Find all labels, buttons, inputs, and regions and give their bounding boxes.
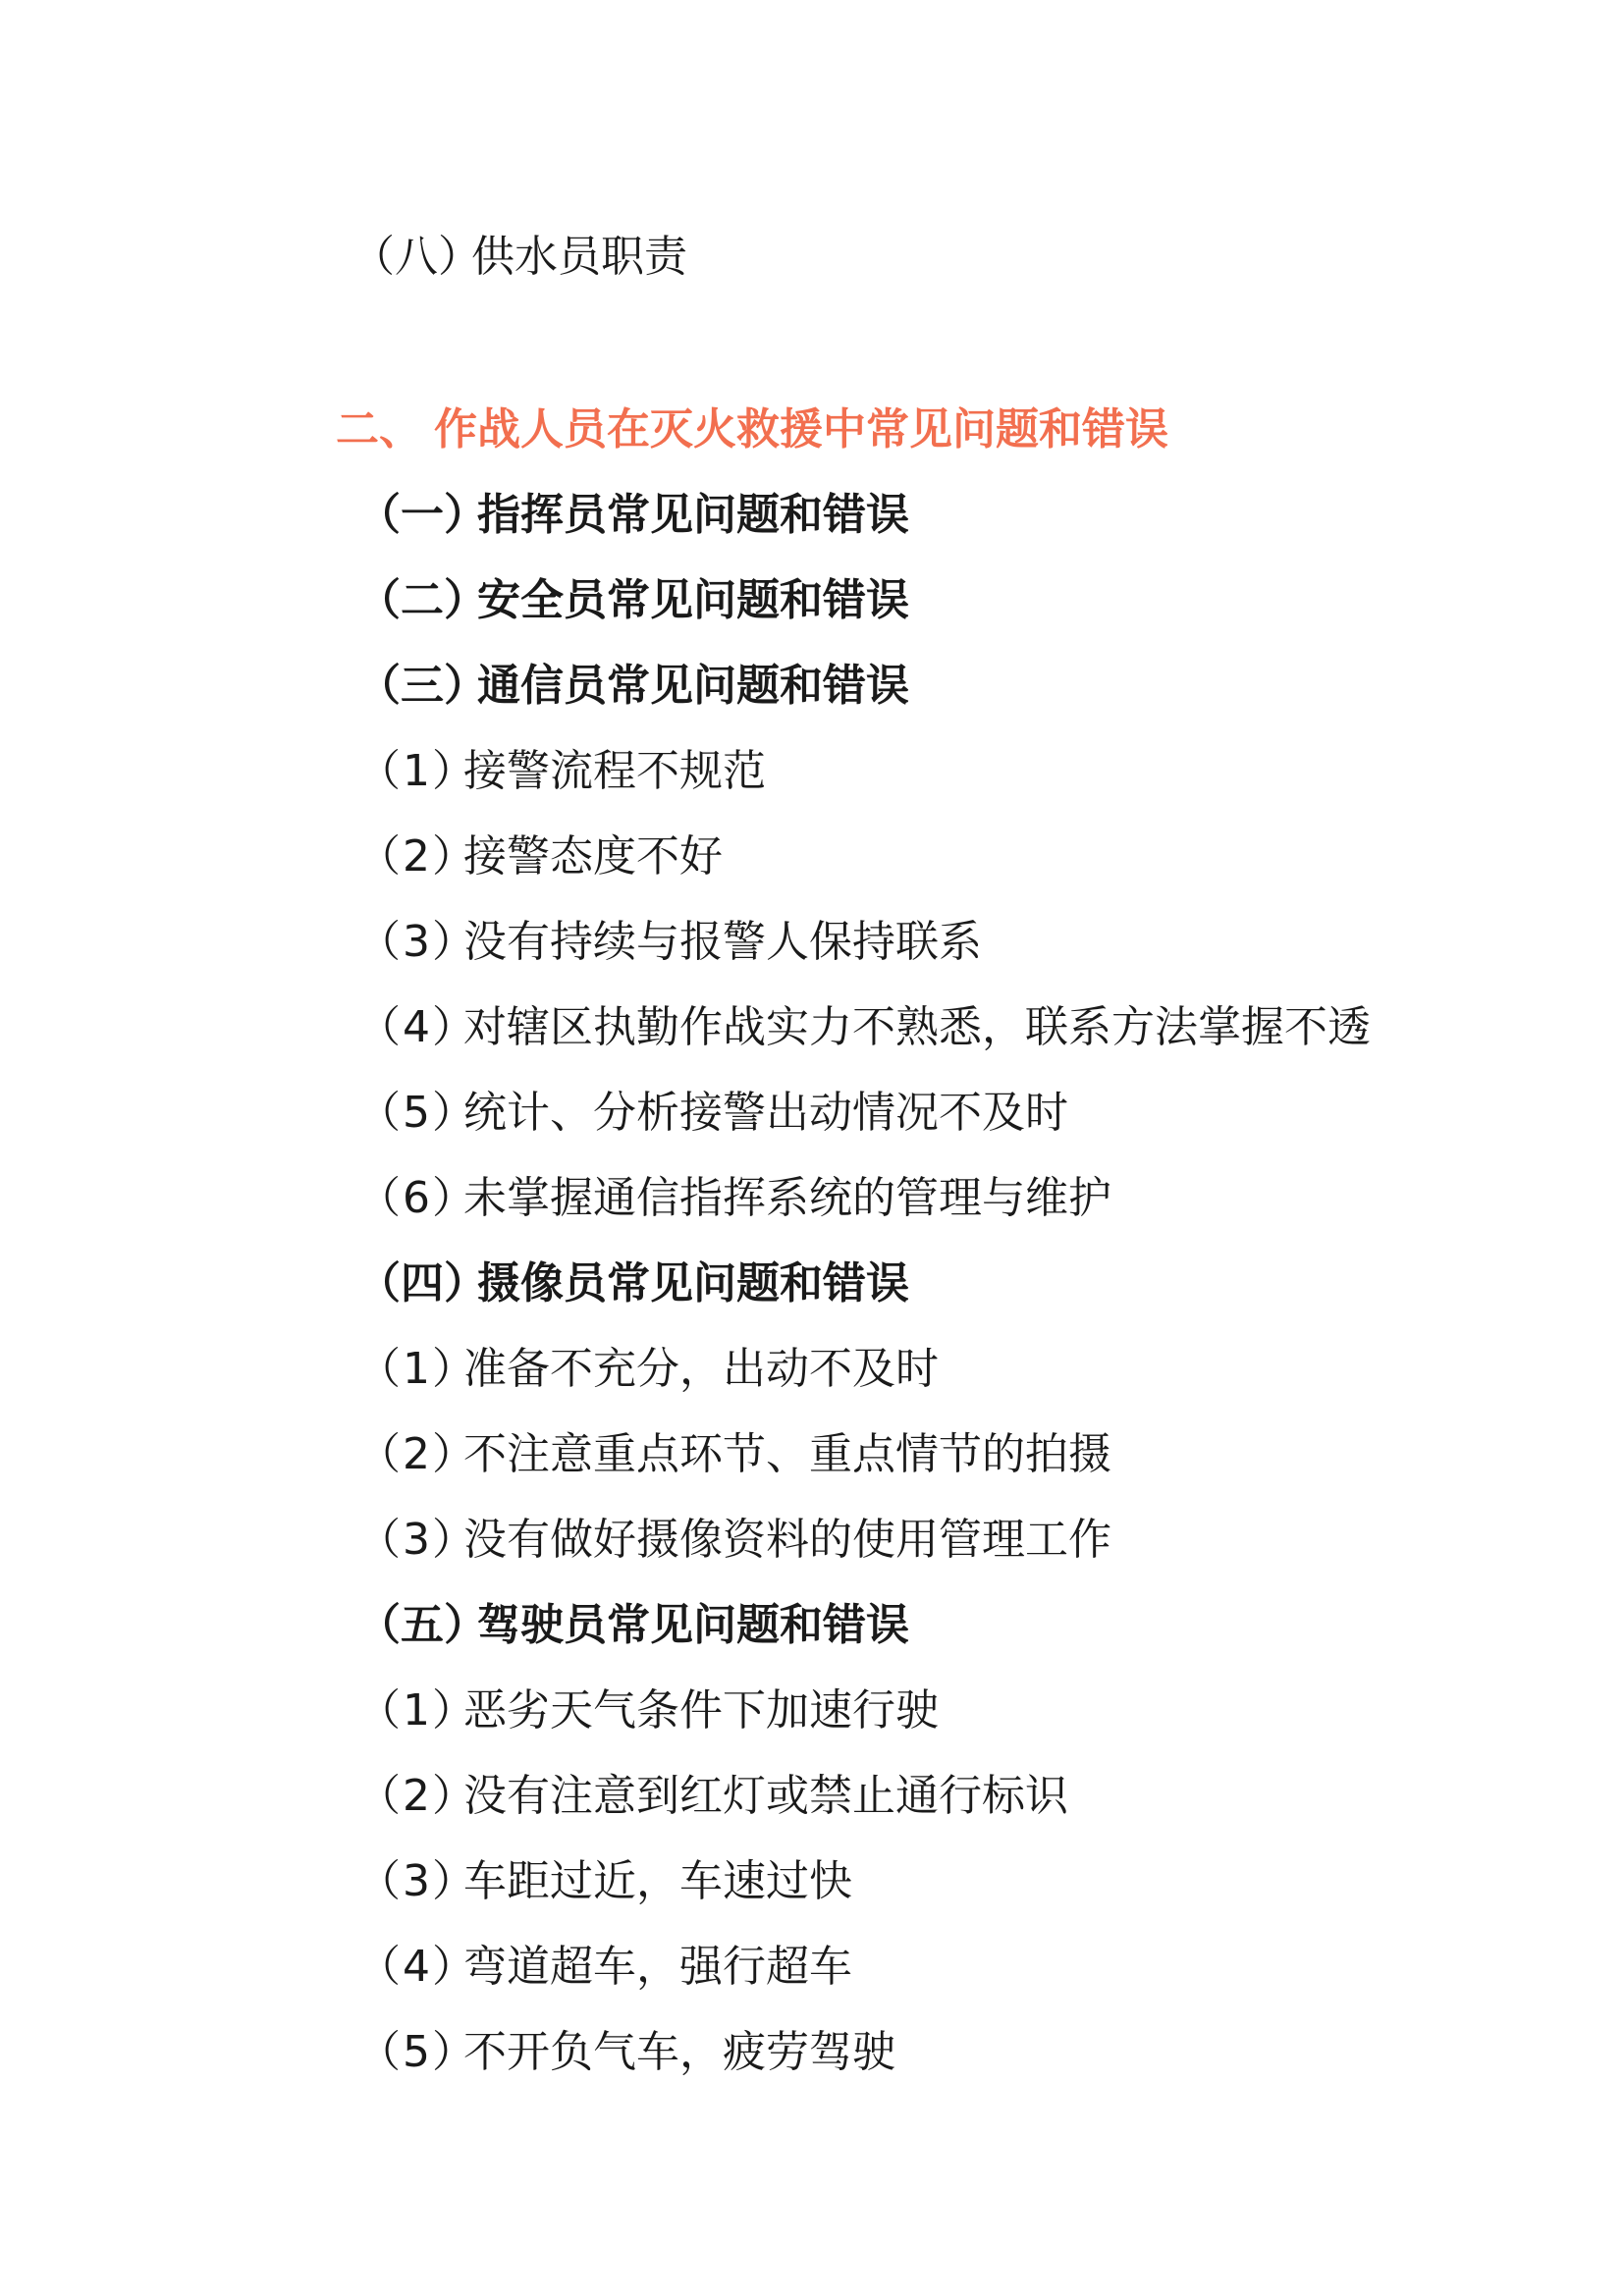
subheading-safety-officer — [357, 571, 909, 630]
item-text: 弯道超车，强行超车 — [463, 1942, 852, 1992]
list-item — [357, 1340, 939, 1399]
item-text: 接警流程不规范 — [463, 746, 766, 796]
list-item — [357, 1767, 1068, 1826]
list-item — [357, 913, 982, 972]
subheading-title: 驾驶员常见问题和错误 — [477, 1600, 909, 1650]
item-number: （2） — [357, 1771, 477, 1821]
item-number: （2） — [357, 1429, 477, 1479]
list-item — [357, 1852, 852, 1911]
item-number: （3） — [357, 1856, 477, 1906]
subheading-number: （四） — [357, 1258, 487, 1308]
item-text: 接警态度不好 — [463, 831, 723, 881]
item-number: （八） — [352, 232, 481, 282]
subheading-title: 摄像员常见问题和错误 — [477, 1258, 909, 1308]
section-number: 二、 — [336, 404, 422, 454]
subheading-driver — [357, 1596, 909, 1655]
item-number: （3） — [357, 1515, 477, 1565]
subheading-number: （三） — [357, 661, 487, 711]
list-item — [357, 828, 723, 886]
item-number: （1） — [357, 746, 477, 796]
list-item — [357, 742, 766, 801]
list-item — [357, 1084, 1068, 1143]
subheading-number: （五） — [357, 1600, 487, 1650]
item-text: 未掌握通信指挥系统的管理与维护 — [463, 1173, 1111, 1223]
item-number: （5） — [357, 2027, 477, 2077]
subheading-commander — [357, 486, 909, 545]
subheading-title: 安全员常见问题和错误 — [477, 575, 909, 625]
subheading-title: 指挥员常见问题和错误 — [477, 490, 909, 540]
item-text: 恶劣天气条件下加速行驶 — [463, 1685, 939, 1735]
item-text: 没有注意到红灯或禁止通行标识 — [463, 1771, 1068, 1821]
list-item — [357, 2023, 895, 2082]
subheading-camera-operator — [357, 1255, 909, 1313]
item-number: （1） — [357, 1685, 477, 1735]
section-title: 作战人员在灭火救援中常见问题和错误 — [434, 404, 1168, 454]
item-text: 准备不充分，出动不及时 — [463, 1344, 939, 1394]
subheading-communicator — [357, 657, 909, 716]
list-item — [357, 1511, 1111, 1570]
item-number: （3） — [357, 917, 477, 967]
item-text: 不开负气车，疲劳驾驶 — [463, 2027, 895, 2077]
item-text: 不注意重点环节、重点情节的拍摄 — [463, 1429, 1111, 1479]
list-item — [357, 998, 1371, 1057]
list-item — [357, 1169, 1111, 1228]
list-item — [357, 1938, 852, 1997]
subheading-number: （一） — [357, 490, 487, 540]
item-text: 车距过近，车速过快 — [463, 1856, 852, 1906]
item-number: （4） — [357, 1942, 477, 1992]
item-text: 没有持续与报警人保持联系 — [463, 917, 982, 967]
item-text: 对辖区执勤作战实力不熟悉，联系方法掌握不透 — [463, 1002, 1371, 1052]
list-item — [357, 1682, 939, 1740]
subheading-title: 通信员常见问题和错误 — [477, 661, 909, 711]
item-number: （6） — [357, 1173, 477, 1223]
item-text: 供水员职责 — [471, 232, 687, 282]
section-heading — [336, 400, 1168, 459]
item-number: （2） — [357, 831, 477, 881]
list-item — [357, 1425, 1111, 1484]
item-text: 统计、分析接警出动情况不及时 — [463, 1088, 1068, 1138]
item-number: （4） — [357, 1002, 477, 1052]
item-number: （1） — [357, 1344, 477, 1394]
item-text: 没有做好摄像资料的使用管理工作 — [463, 1515, 1111, 1565]
subheading-number: （二） — [357, 575, 487, 625]
heading-item-8 — [352, 228, 687, 287]
item-number: （5） — [357, 1088, 477, 1138]
